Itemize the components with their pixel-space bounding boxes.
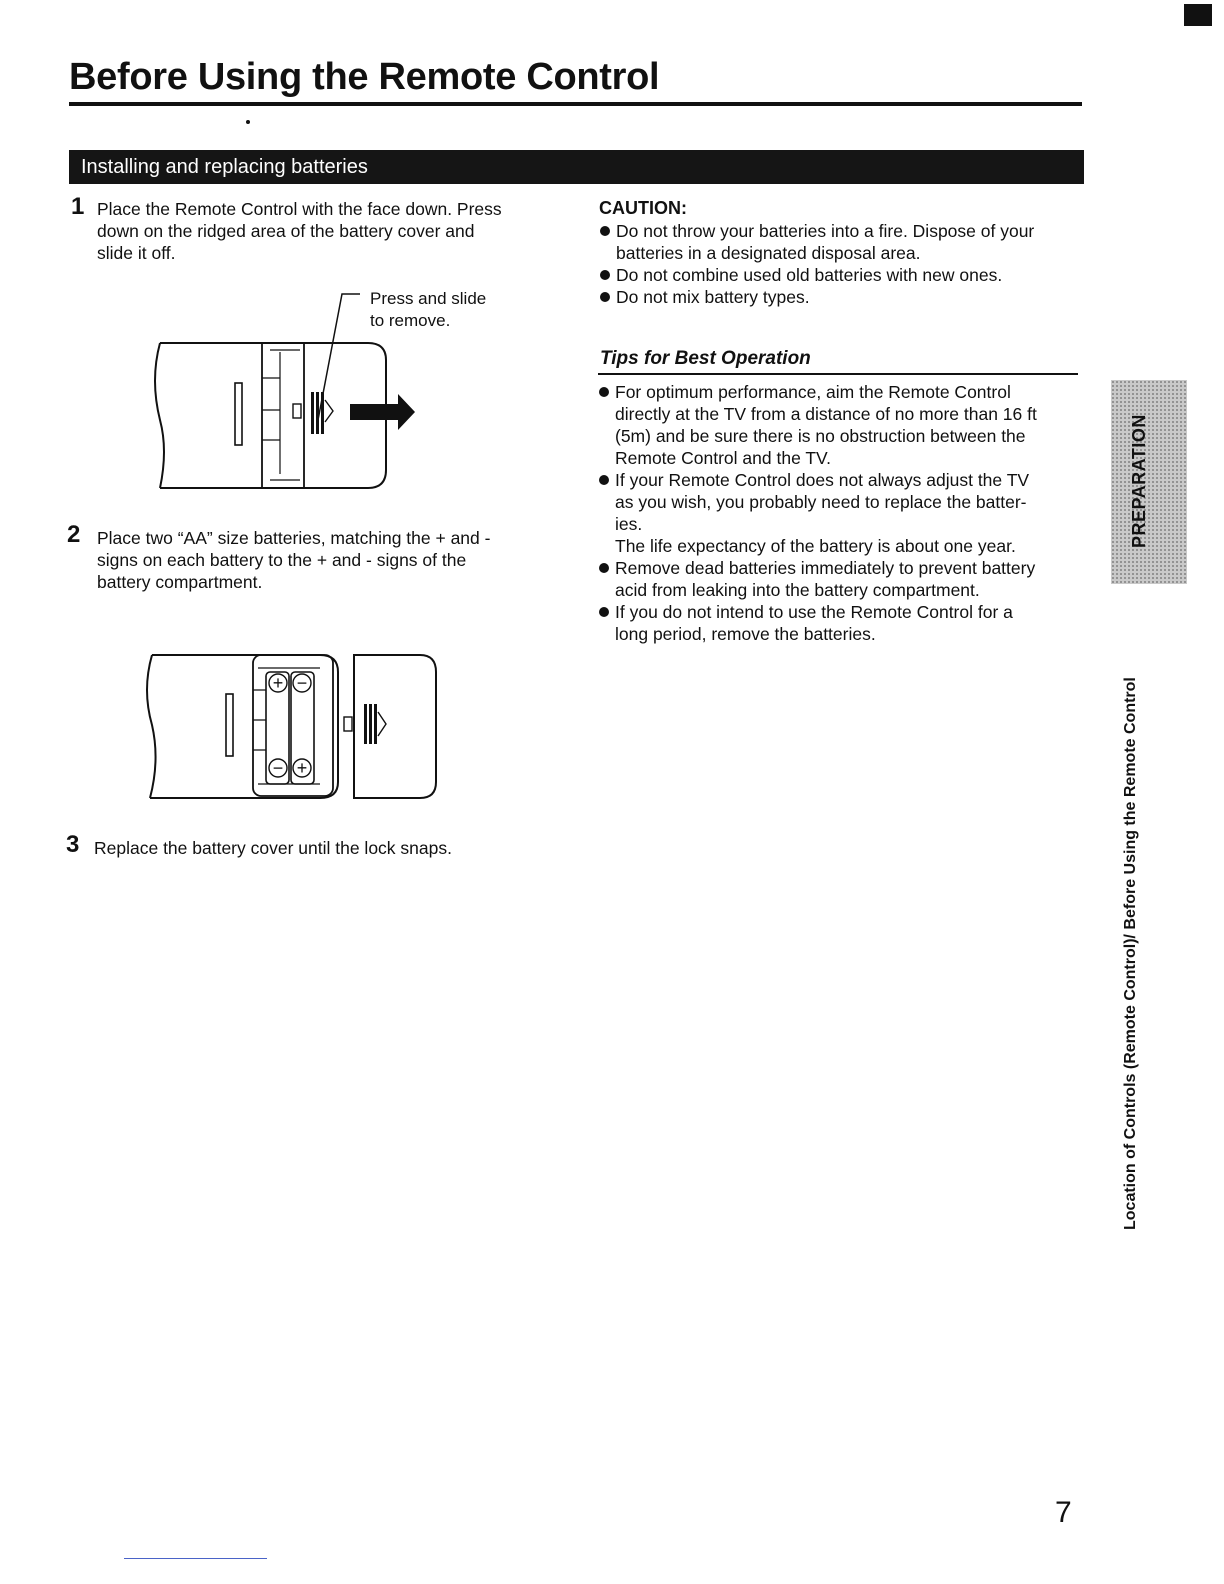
minus-symbol: − (272, 758, 284, 778)
tip-item (598, 469, 1090, 557)
tip-item (598, 601, 1090, 645)
page-title: Before Using the Remote Control (69, 56, 660, 98)
tips-rule (598, 373, 1078, 375)
tip-line: ies. (615, 514, 643, 534)
minus-symbol: − (296, 673, 308, 693)
tip-line: acid from leaking into the battery compartment. (615, 580, 980, 600)
figure-1-label-line: Press and slide (370, 289, 487, 308)
caution-item (599, 286, 1089, 308)
step-2-line: Place two “AA” size batteries, matching the + and - (97, 528, 491, 548)
step-3-text (94, 837, 452, 859)
tip-line: For optimum performance, aim the Remote Control (615, 382, 1011, 402)
preparation-tab-label: PREPARATION (1129, 414, 1149, 548)
tip-line: as you wish, you probably need to replace the batter- (615, 492, 1027, 512)
step-2-number: 2 (67, 521, 81, 548)
tip-line: Remove dead batteries immediately to prevent battery (615, 558, 1036, 578)
tip-line: The life expectancy of the battery is about one year. (615, 536, 1016, 556)
caution-line: Do not mix battery types. (616, 287, 810, 307)
tip-line: If your Remote Control does not always adjust the TV (615, 470, 1030, 490)
tips-heading: Tips for Best Operation (600, 348, 811, 369)
caution-line: Do not combine used old batteries with new ones. (616, 265, 1003, 285)
plus-symbol: + (296, 758, 308, 778)
step-1-line: slide it off. (97, 243, 176, 263)
caution-heading: CAUTION: (599, 198, 687, 218)
tip-line: If you do not intend to use the Remote Control for a (615, 602, 1013, 622)
step-1-number: 1 (71, 193, 85, 220)
tip-line: long period, remove the batteries. (615, 624, 876, 644)
page-number: 7 (1055, 1496, 1072, 1529)
tip-line: directly at the TV from a distance of no more than 16 ft (615, 404, 1037, 424)
step-1-line: down on the ridged area of the battery cover and (97, 221, 475, 241)
figure-1-label-line: to remove. (370, 311, 451, 330)
step-3-number: 3 (66, 831, 80, 858)
caution-list (599, 220, 1089, 308)
caution-item (599, 220, 1089, 264)
step-2-line: signs on each battery to the + and - signs of the (97, 550, 467, 570)
caution-line: Do not throw your batteries into a fire. Dispose of your (616, 221, 1035, 241)
caution-line: batteries in a designated disposal area. (616, 243, 921, 263)
step-3-line: Replace the battery cover until the lock snaps. (94, 838, 452, 858)
step-1-line: Place the Remote Control with the face down. Press (97, 199, 502, 219)
caution-item (599, 264, 1089, 286)
tip-item (598, 381, 1090, 469)
tip-line: Remote Control and the TV. (615, 448, 831, 468)
running-side-caption: Location of Controls (Remote Control)/ Before Using the Remote Control (1122, 677, 1139, 1230)
tips-list (598, 381, 1090, 645)
tip-item (598, 557, 1090, 601)
bottom-link-underline (124, 1558, 267, 1559)
tip-line: (5m) and be sure there is no obstruction between the (615, 426, 1026, 446)
section-heading: Installing and replacing batteries (69, 150, 1084, 184)
plus-symbol: + (272, 673, 284, 693)
step-2-line: battery compartment. (97, 572, 263, 592)
